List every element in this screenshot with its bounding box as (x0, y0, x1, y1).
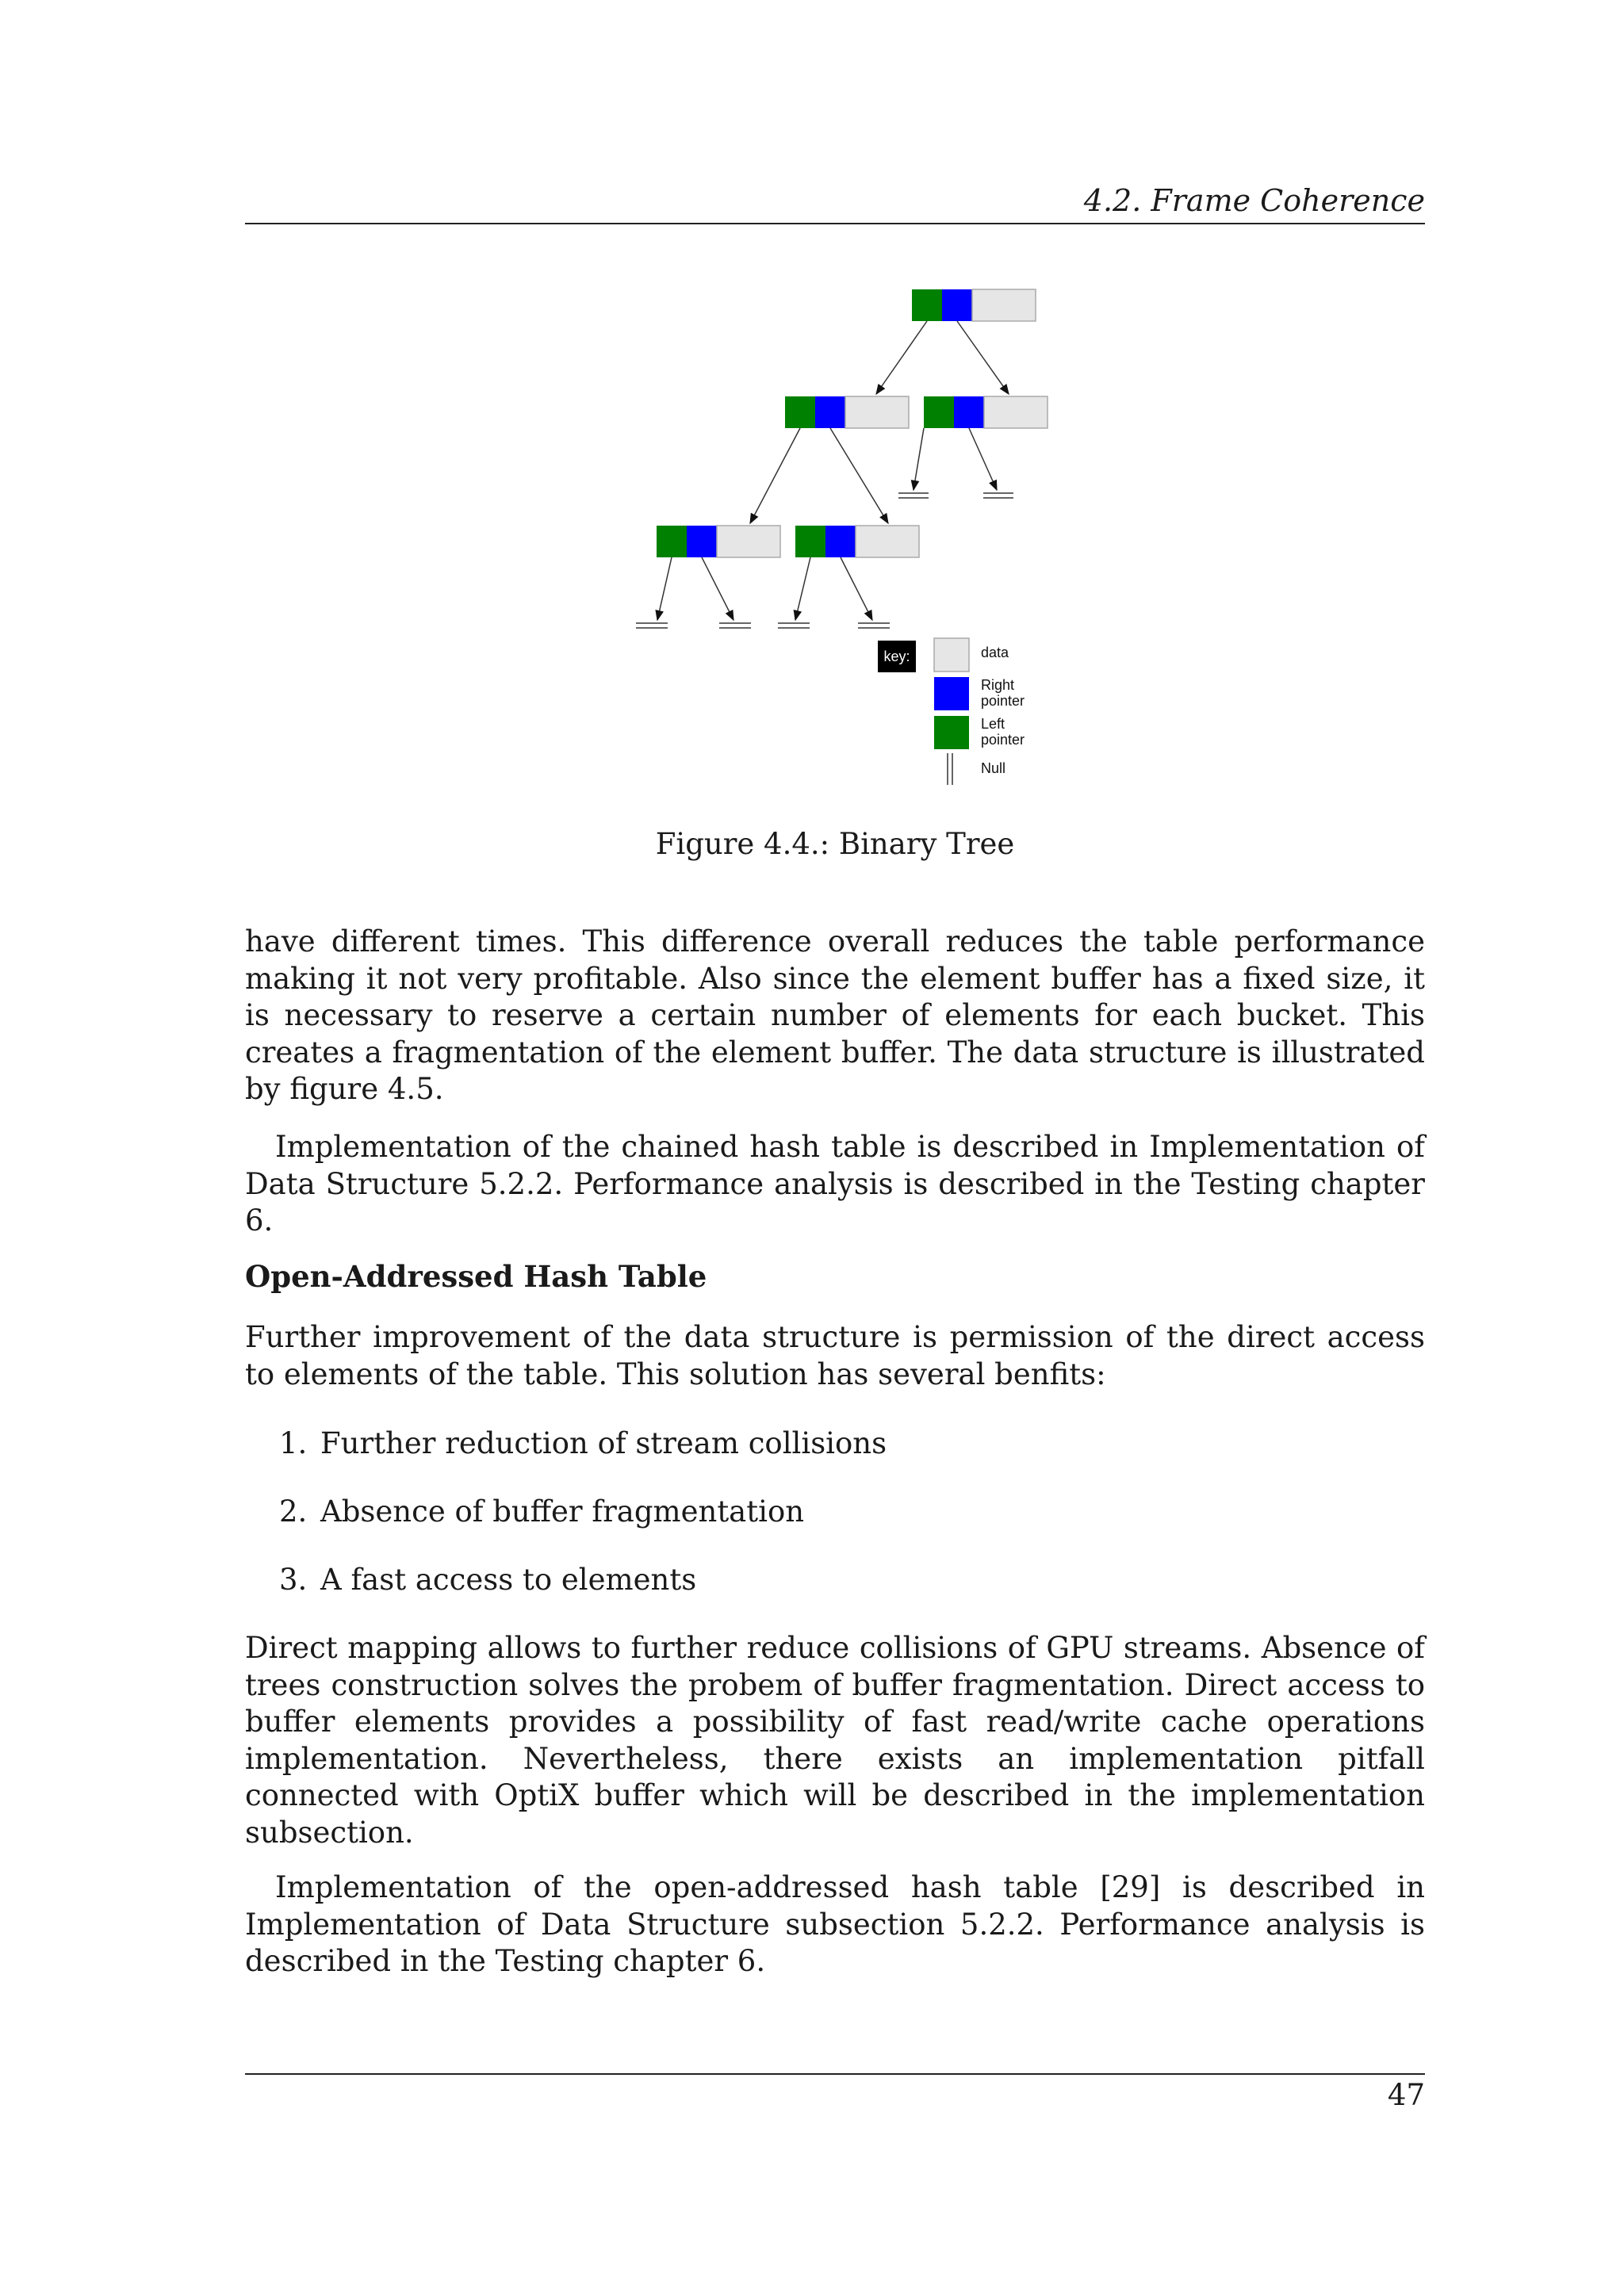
legend-label-null: Null (981, 760, 1006, 776)
tree-node-level2-left (657, 526, 780, 557)
edge-l1r-right-null (969, 428, 997, 490)
header-rule (245, 223, 1425, 224)
right-pointer-cell (687, 526, 717, 557)
body-paragraph-5: Implementation of the open-addressed hash table [29] is described in Implementation of Data Structure subsection 5.2.2. Performance analysis is described in the Testing chapter 6. (245, 1870, 1425, 1978)
null-terminators (636, 493, 1013, 628)
legend-swatch-right-pointer (934, 677, 969, 710)
edge-l1-right (830, 428, 888, 523)
left-pointer-cell (795, 526, 825, 557)
data-cell (856, 526, 919, 557)
body-paragraph-1: have different times. This difference overall reduces the table performance making it not very profitable. Also since the element buffer has a fixed size, it is necessary to reserve a certain number of elements for each bucket. This creates a fragmentation of the element buffer. The data structure is illustrated by figure 4.5. (245, 924, 1425, 1106)
edge-l2r-right-null (841, 557, 872, 620)
data-cell (972, 289, 1036, 321)
subsection-heading: Open-Addressed Hash Table (245, 1259, 707, 1294)
tree-node-level1-left (785, 396, 909, 428)
null-symbol (636, 623, 668, 628)
null-symbol (719, 623, 751, 628)
list-item (279, 1560, 696, 1600)
edge-l2l-right-null (702, 557, 733, 620)
data-cell (845, 396, 909, 428)
data-cell (984, 396, 1048, 428)
edge-l1r-left-null (914, 428, 924, 490)
edge-root-left (876, 321, 927, 394)
list-item-text: Further reduction of stream collisions (320, 1426, 887, 1460)
tree-node-level1-right (924, 396, 1048, 428)
null-symbol (778, 623, 810, 628)
legend-label-left-pointer-line2: pointer (981, 732, 1025, 748)
running-header: 4.2. Frame Coherence (1083, 183, 1425, 218)
figure-legend (878, 638, 1025, 785)
binary-tree-diagram (619, 277, 1063, 801)
edge-l1-left (750, 428, 800, 523)
right-pointer-cell (942, 289, 972, 321)
list-item-text: A fast access to elements (320, 1563, 697, 1597)
figure-caption: Figure 4.4.: Binary Tree (655, 827, 1015, 861)
edge-l2r-left-null (795, 557, 810, 620)
tree-edges (657, 321, 1009, 620)
left-pointer-cell (912, 289, 942, 321)
list-item-number: 3. (279, 1563, 308, 1597)
tree-node-level2-right (795, 526, 919, 557)
null-symbol (858, 623, 890, 628)
right-pointer-cell (825, 526, 856, 557)
edge-root-right (957, 321, 1009, 394)
legend-label-left-pointer (981, 716, 1025, 748)
legend-swatch-null (948, 753, 952, 785)
legend-label-right-pointer-line1: Right (981, 677, 1015, 693)
right-pointer-cell (815, 396, 845, 428)
legend-label-left-pointer-line1: Left (981, 716, 1005, 732)
page-number: 47 (1387, 2078, 1425, 2112)
null-symbol (983, 493, 1013, 498)
footer-rule (245, 2073, 1425, 2075)
list-item-number: 2. (279, 1494, 308, 1529)
legend-label-right-pointer (981, 677, 1025, 709)
null-symbol (898, 493, 929, 498)
binary-tree-figure (619, 277, 1063, 801)
data-cell (717, 526, 780, 557)
right-pointer-cell (954, 396, 984, 428)
key-title: key: (883, 649, 910, 664)
legend-label-right-pointer-line2: pointer (981, 693, 1025, 709)
left-pointer-cell (924, 396, 954, 428)
legend-swatch-left-pointer (934, 716, 969, 749)
body-paragraph-4: Direct mapping allows to further reduce collisions of GPU streams. Absence of trees construction solves the probem of buffer fragmentation. Direct access to buffer elements provides a possibility of fast read/write cache operations implementation. Nevertheless, there exists an implementation pitfall connected with OptiX buffer which will be described in the implementation subsection. (245, 1631, 1425, 1850)
list-item-text: Absence of buffer fragmentation (320, 1494, 805, 1529)
left-pointer-cell (657, 526, 687, 557)
edge-l2l-left-null (657, 557, 672, 620)
body-paragraph-3: Further improvement of the data structure is permission of the direct access to elements of the table. This solution has several benfits: (245, 1320, 1425, 1391)
legend-label-data: data (981, 645, 1009, 660)
list-item (279, 1424, 887, 1464)
list-item-number: 1. (279, 1426, 308, 1460)
left-pointer-cell (785, 396, 815, 428)
legend-swatch-data (934, 638, 969, 672)
tree-node-root (912, 289, 1036, 321)
list-item (279, 1492, 804, 1532)
body-paragraph-2: Implementation of the chained hash table is described in Implementation of Data Structure 5.2.2. Performance analysis is described in the Testing chapter 6. (245, 1130, 1425, 1238)
